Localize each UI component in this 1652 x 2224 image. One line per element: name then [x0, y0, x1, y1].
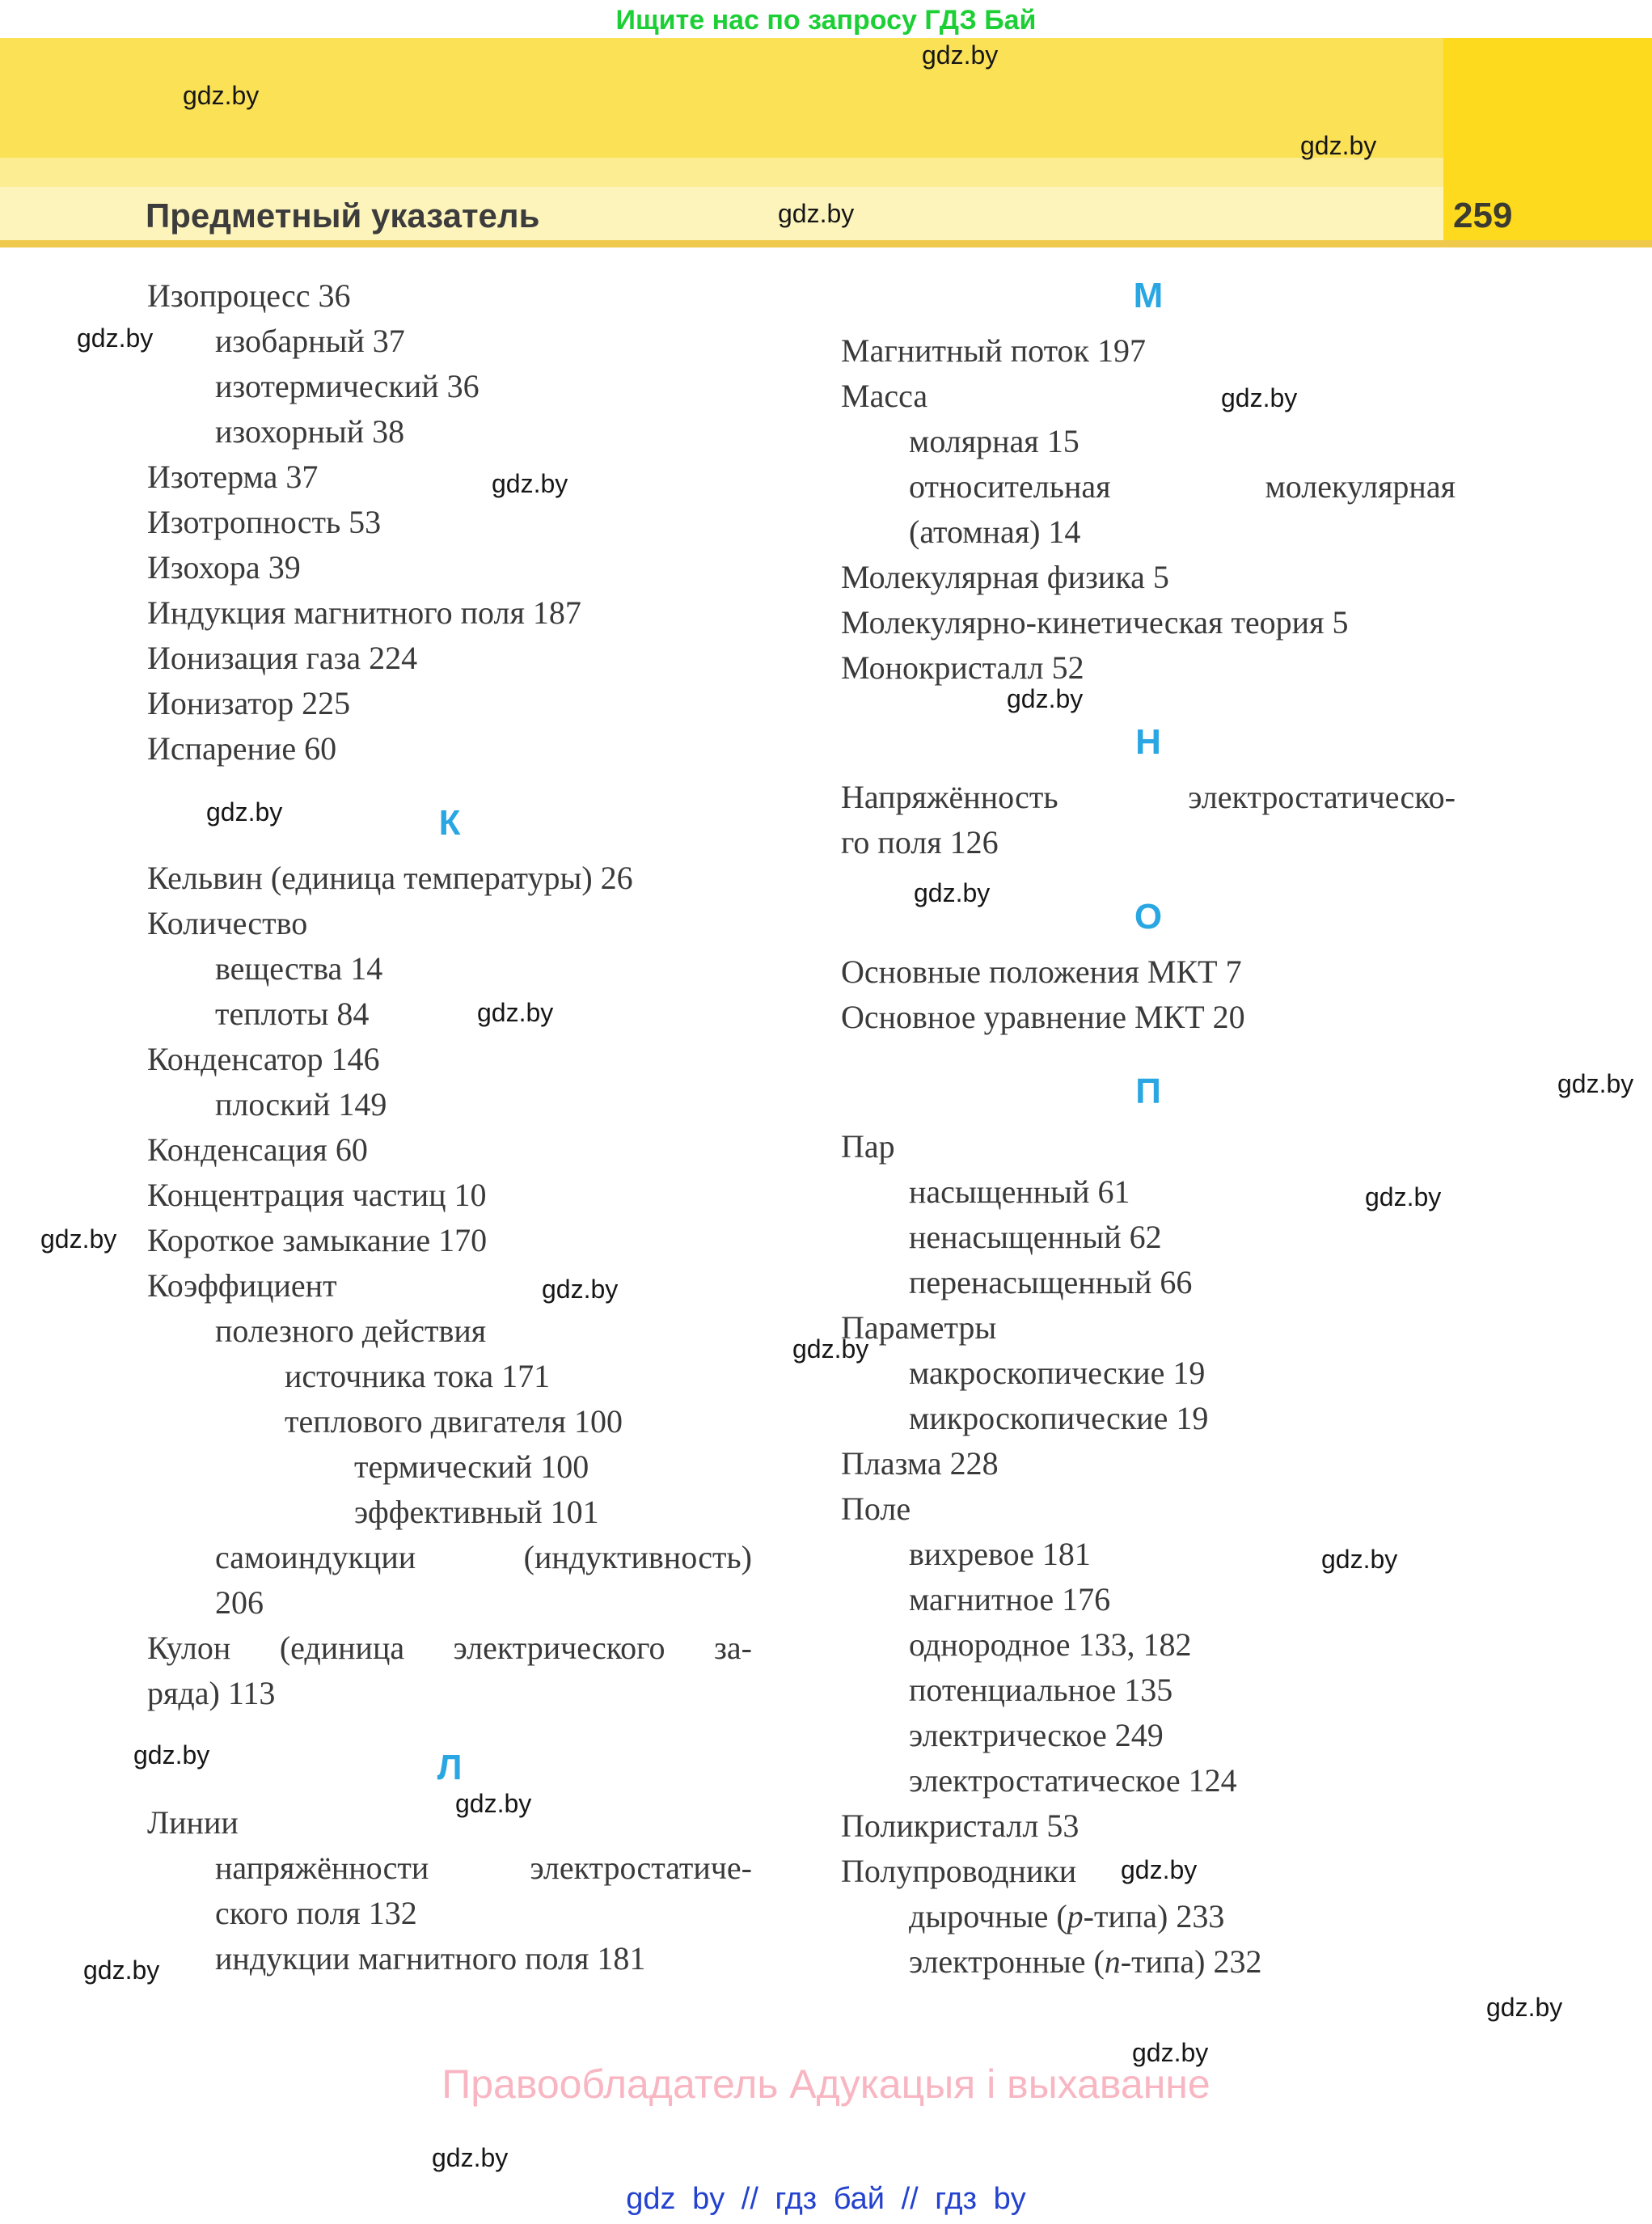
index-entry: эффективный 101 — [354, 1494, 599, 1530]
gdz-watermark: gdz.by — [77, 323, 154, 353]
index-entry: дырочные (p-типа) 233 — [909, 1898, 1225, 1934]
index-letter-header: М — [1133, 276, 1164, 315]
index-entry: ряда) 113 — [147, 1675, 276, 1711]
page-title: Предметный указатель — [146, 197, 540, 235]
index-entry: Концентрация частиц 10 — [147, 1177, 487, 1213]
index-entry: ненасыщенный 62 — [909, 1219, 1162, 1255]
gdz-watermark: gdz.by — [1007, 684, 1084, 713]
index-letter-header: Н — [1135, 722, 1161, 762]
index-entry: термический 100 — [354, 1448, 589, 1485]
index-entry: Плазма 228 — [841, 1445, 999, 1482]
index-entry: Линии — [147, 1804, 239, 1841]
gdz-watermark: gdz.by — [477, 998, 554, 1027]
index-entry: магнитное 176 — [909, 1581, 1111, 1617]
index-entry: напряжённости электростатиче- — [215, 1850, 752, 1886]
header-band-light — [0, 158, 1652, 187]
gdz-watermark: gdz.by — [206, 797, 283, 827]
gdz-watermark: gdz.by — [432, 2143, 509, 2172]
gdz-watermark: gdz.by — [1486, 1993, 1563, 2022]
index-entry: Испарение 60 — [147, 730, 337, 767]
index-entry: Поликристалл 53 — [841, 1808, 1080, 1844]
index-entry: Масса — [841, 378, 928, 414]
gdz-watermark: gdz.by — [83, 1956, 160, 1985]
index-letter-header: П — [1135, 1072, 1161, 1111]
index-left-column — [147, 273, 752, 1981]
index-entry: перенасыщенный 66 — [909, 1264, 1193, 1300]
index-entry: (атомная) 14 — [909, 514, 1081, 550]
gdz-watermark: gdz.by — [1221, 383, 1298, 412]
index-entry: Конденсатор 146 — [147, 1041, 380, 1077]
gdz-watermark: gdz.by — [1121, 1855, 1198, 1884]
gdz-watermark: gdz.by — [40, 1224, 117, 1254]
index-entry: макроскопические 19 — [909, 1355, 1206, 1391]
index-entry: Полупроводники — [841, 1853, 1077, 1889]
index-entry: изобарный 37 — [215, 323, 405, 359]
index-letter-header: К — [438, 803, 461, 843]
index-entry: насыщенный 61 — [909, 1173, 1130, 1210]
index-entry: Молекулярная физика 5 — [841, 559, 1169, 595]
index-letter-header: Л — [437, 1748, 463, 1787]
index-letter-header: О — [1134, 897, 1163, 937]
copyright-text: Правообладатель Адукацыя і выхаванне — [442, 2061, 1210, 2107]
gdz-watermark: gdz.by — [133, 1740, 210, 1769]
gdz-watermark: gdz.by — [1557, 1069, 1634, 1098]
index-entry: изотермический 36 — [215, 368, 480, 404]
index-entry: Изотерма 37 — [147, 459, 319, 495]
index-entry: микроскопические 19 — [909, 1400, 1209, 1436]
index-entry: Изопроцесс 36 — [147, 277, 351, 314]
promo-banner-text: Ищите нас по запросу ГДЗ Бай — [615, 5, 1037, 36]
gdz-watermark: gdz.by — [792, 1334, 869, 1364]
gdz-watermark: gdz.by — [1321, 1545, 1398, 1574]
index-right-column — [841, 273, 1456, 1985]
index-entry: вихревое 181 — [909, 1536, 1091, 1572]
index-entry: теплоты 84 — [215, 996, 370, 1032]
footer-links[interactable]: gdz by // гдз бай // гдз by — [626, 2182, 1026, 2216]
index-entry: электрическое 249 — [909, 1717, 1164, 1753]
gdz-watermark: gdz.by — [542, 1275, 619, 1304]
index-entry: Коэффициент — [147, 1267, 337, 1304]
index-entry: индукции магнитного поля 181 — [215, 1940, 646, 1977]
gdz-watermark: gdz.by — [455, 1789, 532, 1818]
index-entry: го поля 126 — [841, 824, 999, 860]
index-entry: теплового двигателя 100 — [285, 1403, 623, 1440]
index-entry: Конденсация 60 — [147, 1131, 368, 1168]
index-entry: 206 — [215, 1584, 264, 1621]
gdz-watermark: gdz.by — [1365, 1182, 1442, 1211]
index-entry: Основное уравнение МКТ 20 — [841, 999, 1245, 1035]
index-entry: Поле — [841, 1490, 911, 1527]
index-entry: относительная молекулярная — [909, 468, 1456, 505]
index-entry: потенциальное 135 — [909, 1672, 1173, 1708]
gdz-watermark: gdz.by — [183, 81, 260, 110]
gdz-watermark: gdz.by — [1132, 2038, 1209, 2067]
index-entry: вещества 14 — [215, 950, 383, 987]
gdz-watermark: gdz.by — [778, 199, 855, 228]
gdz-watermark: gdz.by — [492, 469, 568, 498]
gdz-watermark: gdz.by — [922, 40, 999, 70]
index-entry: Монокристалл 52 — [841, 649, 1084, 686]
index-entry: ского поля 132 — [215, 1895, 417, 1931]
index-entry: электронные (n-типа) 232 — [909, 1943, 1262, 1980]
index-entry: Короткое замыкание 170 — [147, 1222, 488, 1258]
index-entry: Магнитный поток 197 — [841, 332, 1146, 369]
index-entry: Индукция магнитного поля 187 — [147, 594, 581, 631]
index-entry: однородное 133, 182 — [909, 1626, 1192, 1663]
index-entry: Изохора 39 — [147, 549, 301, 586]
header-underline — [0, 240, 1652, 247]
index-entry: электростатическое 124 — [909, 1762, 1237, 1799]
index-entry: Кельвин (единица температуры) 26 — [147, 860, 633, 896]
index-entry: Основные положения МКТ 7 — [841, 953, 1242, 990]
gdz-watermark: gdz.by — [1300, 131, 1377, 160]
index-entry: Молекулярно-кинетическая теория 5 — [841, 604, 1349, 641]
index-entry: полезного действия — [215, 1313, 487, 1349]
index-entry: Количество — [147, 905, 308, 941]
index-entry: Кулон (единица электрического за- — [147, 1630, 752, 1666]
index-entry: плоский 149 — [215, 1086, 387, 1123]
index-entry: источника тока 171 — [285, 1358, 551, 1394]
index-entry: самоиндукции (индуктивность) — [215, 1539, 752, 1575]
index-entry: изохорный 38 — [215, 413, 405, 450]
index-entry: Напряжённость электростатическо- — [841, 779, 1456, 815]
index-entry: Ионизация газа 224 — [147, 640, 418, 676]
index-entry: Параметры — [841, 1309, 997, 1346]
index-entry: Изотропность 53 — [147, 504, 382, 540]
gdz-watermark: gdz.by — [914, 878, 991, 907]
page-number: 259 — [1453, 196, 1513, 235]
index-entry: Пар — [841, 1128, 895, 1165]
index-entry: молярная 15 — [909, 423, 1080, 459]
index-entry: Ионизатор 225 — [147, 685, 351, 721]
